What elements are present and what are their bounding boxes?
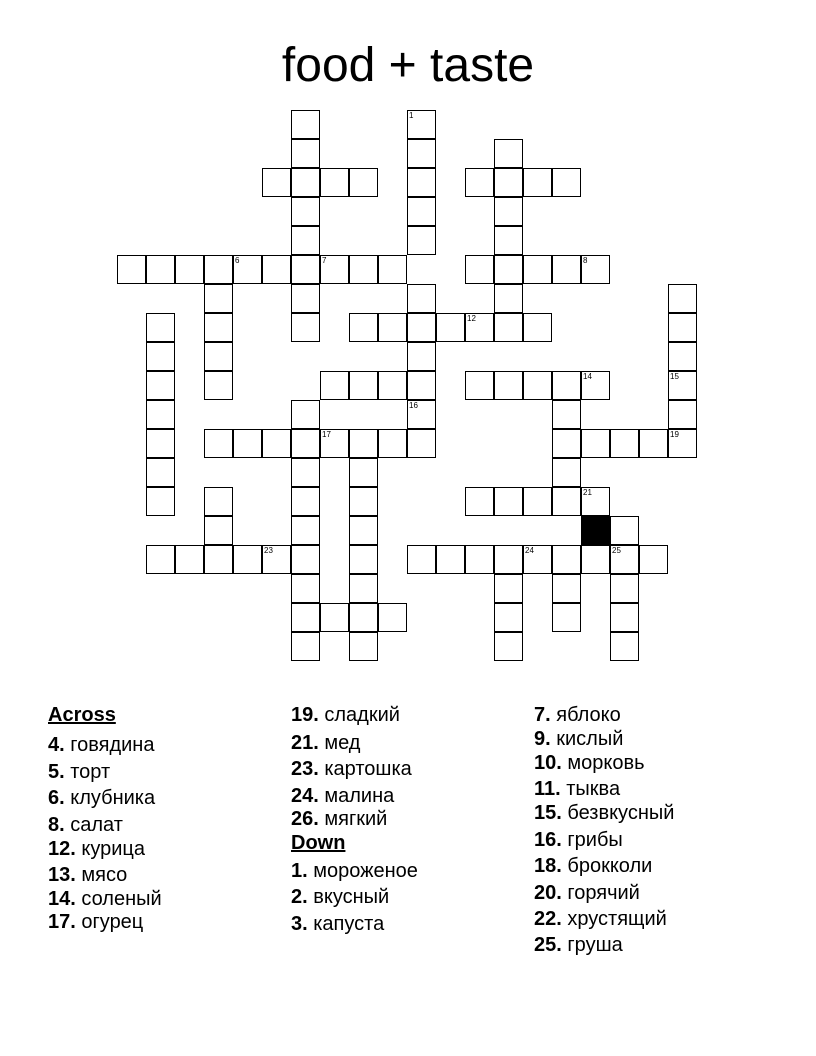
- grid-cell[interactable]: [233, 429, 262, 458]
- grid-cell[interactable]: [291, 197, 320, 226]
- grid-cell[interactable]: [610, 545, 639, 574]
- grid-cell[interactable]: [291, 313, 320, 342]
- clue-number: 14: [583, 372, 592, 381]
- grid-cell[interactable]: [262, 429, 291, 458]
- grid-cell[interactable]: [146, 400, 175, 429]
- grid-cell[interactable]: [552, 429, 581, 458]
- grid-cell[interactable]: [204, 342, 233, 371]
- clue-item: [534, 881, 640, 905]
- grid-cell[interactable]: [146, 342, 175, 371]
- grid-cell[interactable]: [407, 110, 436, 139]
- grid-cell[interactable]: [465, 168, 494, 197]
- grid-cell[interactable]: [291, 458, 320, 487]
- grid-cell[interactable]: [407, 168, 436, 197]
- grid-cell[interactable]: [291, 255, 320, 284]
- grid-cell[interactable]: [233, 545, 262, 574]
- grid-cell[interactable]: [436, 545, 465, 574]
- grid-cell[interactable]: [668, 284, 697, 313]
- clue-item: [48, 863, 127, 887]
- clue-item: [291, 912, 384, 936]
- clue-item: [48, 837, 145, 861]
- clue-number: 8: [583, 256, 588, 265]
- grid-cell[interactable]: [407, 429, 436, 458]
- grid-cell[interactable]: [407, 342, 436, 371]
- grid-cell[interactable]: [349, 255, 378, 284]
- grid-cell[interactable]: [204, 487, 233, 516]
- grid-cell[interactable]: [494, 603, 523, 632]
- clue-item-number: 24.: [291, 785, 319, 807]
- grid-cell[interactable]: [204, 313, 233, 342]
- grid-cell[interactable]: [320, 371, 349, 400]
- grid-cell[interactable]: [407, 400, 436, 429]
- grid-cell[interactable]: [581, 487, 610, 516]
- clue-number: 23: [264, 546, 273, 555]
- grid-cell[interactable]: [523, 168, 552, 197]
- clue-item-text: груша: [561, 934, 623, 956]
- grid-cell[interactable]: [378, 313, 407, 342]
- grid-cell[interactable]: [465, 255, 494, 284]
- clue-item-text: мед: [318, 732, 361, 754]
- grid-cell[interactable]: [349, 603, 378, 632]
- clue-item-text: огурец: [75, 911, 144, 933]
- grid-cell[interactable]: [436, 313, 465, 342]
- clue-item: [291, 731, 360, 755]
- clue-item-text: клубника: [64, 787, 156, 809]
- clue-item-number: 13.: [48, 864, 76, 886]
- clue-item: [534, 703, 621, 727]
- clue-item-text: мороженое: [307, 860, 418, 882]
- clue-item-text: хрустящий: [561, 908, 667, 930]
- grid-cell[interactable]: [146, 371, 175, 400]
- grid-cell[interactable]: [523, 371, 552, 400]
- clue-number: 25: [612, 546, 621, 555]
- grid-cell[interactable]: [552, 255, 581, 284]
- grid-cell[interactable]: [320, 255, 349, 284]
- grid-cell[interactable]: [407, 313, 436, 342]
- grid-cell[interactable]: [610, 516, 639, 545]
- grid-cell[interactable]: [407, 371, 436, 400]
- clue-item-text: говядина: [64, 734, 155, 756]
- grid-cell[interactable]: [465, 545, 494, 574]
- grid-cell[interactable]: [552, 545, 581, 574]
- grid-cell[interactable]: [117, 255, 146, 284]
- grid-cell[interactable]: [494, 487, 523, 516]
- clue-item-number: 12.: [48, 838, 76, 860]
- clue-item: [534, 727, 623, 751]
- clue-number: 12: [467, 314, 476, 323]
- clue-item-number: 23.: [291, 758, 319, 780]
- clue-item: [291, 885, 389, 909]
- grid-cell[interactable]: [291, 284, 320, 313]
- grid-cell[interactable]: [204, 255, 233, 284]
- grid-cell[interactable]: [291, 400, 320, 429]
- grid-cell[interactable]: [291, 545, 320, 574]
- clue-item-number: 3.: [291, 913, 308, 935]
- grid-cell[interactable]: [291, 487, 320, 516]
- clue-item-number: 11.: [534, 778, 561, 800]
- clue-item: [291, 784, 394, 808]
- clue-item-number: 6.: [48, 787, 65, 809]
- grid-cell[interactable]: [523, 545, 552, 574]
- clue-item: [291, 807, 387, 831]
- grid-cell[interactable]: [349, 545, 378, 574]
- grid-cell[interactable]: [378, 603, 407, 632]
- clue-item: [48, 887, 162, 911]
- grid-cell[interactable]: [523, 313, 552, 342]
- clue-item: [291, 757, 412, 781]
- clue-item: [48, 786, 155, 810]
- grid-cell[interactable]: [349, 458, 378, 487]
- grid-cell[interactable]: [146, 313, 175, 342]
- grid-cell[interactable]: [494, 632, 523, 661]
- grid-cell[interactable]: [146, 255, 175, 284]
- clue-item-text: морковь: [561, 752, 645, 774]
- grid-cell[interactable]: [349, 516, 378, 545]
- clue-item-text: мясо: [75, 864, 128, 886]
- clue-item-number: 4.: [48, 734, 65, 756]
- clue-item: [48, 733, 154, 757]
- grid-cell[interactable]: [465, 487, 494, 516]
- grid-cell[interactable]: [552, 487, 581, 516]
- clue-item-number: 2.: [291, 886, 308, 908]
- clue-item-number: 14.: [48, 888, 76, 910]
- grid-cell[interactable]: [291, 168, 320, 197]
- clue-item-text: мягкий: [318, 808, 388, 830]
- grid-cell[interactable]: [204, 429, 233, 458]
- clue-number: 17: [322, 430, 331, 439]
- clue-item: [534, 933, 623, 957]
- grid-cell[interactable]: [494, 313, 523, 342]
- clue-item-text: яблоко: [550, 704, 621, 726]
- grid-cell[interactable]: [494, 168, 523, 197]
- down-heading: Down: [291, 832, 346, 854]
- clue-item-text: горячий: [561, 882, 640, 904]
- grid-cell[interactable]: [581, 545, 610, 574]
- grid-cell[interactable]: [378, 371, 407, 400]
- clue-item: [48, 910, 143, 934]
- grid-cell[interactable]: [610, 429, 639, 458]
- grid-cell[interactable]: [668, 342, 697, 371]
- grid-cell[interactable]: [378, 255, 407, 284]
- clue-item-text: сладкий: [318, 704, 400, 726]
- grid-cell[interactable]: [523, 487, 552, 516]
- grid-cell[interactable]: [146, 487, 175, 516]
- grid-cell[interactable]: [291, 429, 320, 458]
- clue-item-text: брокколи: [561, 855, 653, 877]
- grid-cell[interactable]: [262, 255, 291, 284]
- grid-cell[interactable]: [349, 429, 378, 458]
- grid-cell[interactable]: [552, 168, 581, 197]
- clue-item: [534, 751, 645, 775]
- grid-cell[interactable]: [581, 371, 610, 400]
- clue-item-text: безвкусный: [561, 802, 675, 824]
- clue-number: 21: [583, 488, 592, 497]
- grid-cell[interactable]: [494, 197, 523, 226]
- grid-cell[interactable]: [494, 284, 523, 313]
- grid-cell[interactable]: [581, 255, 610, 284]
- grid-cell[interactable]: [320, 429, 349, 458]
- grid-cell[interactable]: [668, 313, 697, 342]
- clue-number: 15: [670, 372, 679, 381]
- grid-cell[interactable]: [291, 110, 320, 139]
- clue-item-number: 7.: [534, 704, 551, 726]
- across-heading: Across: [48, 704, 116, 726]
- page-title: food + taste: [281, 39, 535, 92]
- grid-cell[interactable]: [610, 574, 639, 603]
- grid-cell[interactable]: [552, 458, 581, 487]
- grid-cell[interactable]: [204, 545, 233, 574]
- clue-item-number: 21.: [291, 732, 319, 754]
- grid-cell[interactable]: [465, 371, 494, 400]
- grid-cell[interactable]: [146, 458, 175, 487]
- clue-item: [291, 703, 400, 727]
- clue-item-number: 22.: [534, 908, 562, 930]
- clue-item-number: 15.: [534, 802, 562, 824]
- grid-cell[interactable]: [494, 371, 523, 400]
- grid-cell[interactable]: [407, 226, 436, 255]
- grid-cell[interactable]: [668, 400, 697, 429]
- clue-item-text: торт: [64, 761, 111, 783]
- grid-cell[interactable]: [610, 632, 639, 661]
- grid-cell[interactable]: [494, 545, 523, 574]
- grid-cell[interactable]: [552, 574, 581, 603]
- grid-cell[interactable]: [407, 197, 436, 226]
- clue-item-number: 26.: [291, 808, 319, 830]
- clue-item-text: соленый: [75, 888, 162, 910]
- grid-cell[interactable]: [552, 371, 581, 400]
- clue-item-number: 8.: [48, 814, 65, 836]
- clue-item-text: грибы: [561, 829, 623, 851]
- clue-item-number: 16.: [534, 829, 562, 851]
- clue-number: 7: [322, 256, 327, 265]
- grid-cell[interactable]: [407, 139, 436, 168]
- clue-item-text: малина: [318, 785, 395, 807]
- clue-item-text: курица: [75, 838, 145, 860]
- grid-cell[interactable]: [465, 313, 494, 342]
- clue-item-text: капуста: [307, 913, 385, 935]
- clue-item: [534, 828, 623, 852]
- grid-cell[interactable]: [262, 545, 291, 574]
- grid-cell[interactable]: [349, 371, 378, 400]
- clue-item-number: 17.: [48, 911, 76, 933]
- clue-item-text: салат: [64, 814, 123, 836]
- clue-item-number: 25.: [534, 934, 562, 956]
- clue-item-text: вкусный: [307, 886, 390, 908]
- grid-cell[interactable]: [407, 284, 436, 313]
- grid-cell[interactable]: [175, 255, 204, 284]
- grid-cell[interactable]: [320, 603, 349, 632]
- clue-item-number: 20.: [534, 882, 562, 904]
- clue-item: [291, 859, 418, 883]
- clue-item-number: 5.: [48, 761, 65, 783]
- grid-cell[interactable]: [291, 603, 320, 632]
- grid-cell[interactable]: [291, 516, 320, 545]
- grid-cell[interactable]: [146, 429, 175, 458]
- grid-cell[interactable]: [552, 603, 581, 632]
- grid-cell[interactable]: [349, 313, 378, 342]
- grid-cell[interactable]: [291, 139, 320, 168]
- clue-number: 6: [235, 256, 240, 265]
- grid-cell[interactable]: [407, 545, 436, 574]
- grid-cell[interactable]: [349, 574, 378, 603]
- clue-item: [534, 854, 652, 878]
- clue-number: 24: [525, 546, 534, 555]
- clue-item: [48, 760, 110, 784]
- grid-cell[interactable]: [639, 545, 668, 574]
- grid-cell[interactable]: [204, 284, 233, 313]
- grid-cell[interactable]: [291, 632, 320, 661]
- clue-item-text: кислый: [550, 728, 624, 750]
- grid-cell[interactable]: [610, 603, 639, 632]
- clue-item-text: картошка: [318, 758, 412, 780]
- clue-item-text: тыква: [560, 778, 621, 800]
- grid-cell[interactable]: [494, 255, 523, 284]
- grid-cell[interactable]: [523, 255, 552, 284]
- grid-cell[interactable]: [552, 400, 581, 429]
- grid-cell[interactable]: [349, 487, 378, 516]
- clue-number: 19: [670, 430, 679, 439]
- grid-cell[interactable]: [291, 574, 320, 603]
- clue-item: [534, 801, 674, 825]
- clue-item: [534, 777, 620, 801]
- grid-cell[interactable]: [204, 371, 233, 400]
- clue-item-number: 10.: [534, 752, 562, 774]
- grid-cell[interactable]: [262, 168, 291, 197]
- grid-cell[interactable]: [494, 139, 523, 168]
- grid-cell[interactable]: [349, 632, 378, 661]
- grid-cell[interactable]: [146, 545, 175, 574]
- grid-cell[interactable]: [204, 516, 233, 545]
- black-cell: [581, 516, 610, 545]
- grid-cell[interactable]: [291, 226, 320, 255]
- grid-cell[interactable]: [378, 429, 407, 458]
- grid-cell[interactable]: [668, 371, 697, 400]
- grid-cell[interactable]: [349, 168, 378, 197]
- clue-number: 1: [409, 111, 414, 120]
- clue-item: [534, 907, 667, 931]
- clue-item-number: 9.: [534, 728, 551, 750]
- clue-number: 16: [409, 401, 418, 410]
- grid-cell[interactable]: [581, 429, 610, 458]
- clue-item: [48, 813, 123, 837]
- grid-cell[interactable]: [233, 255, 262, 284]
- clue-item-number: 19.: [291, 704, 319, 726]
- clue-item-number: 1.: [291, 860, 308, 882]
- grid-cell[interactable]: [175, 545, 204, 574]
- grid-cell[interactable]: [320, 168, 349, 197]
- grid-cell[interactable]: [494, 226, 523, 255]
- grid-cell[interactable]: [494, 574, 523, 603]
- grid-cell[interactable]: [639, 429, 668, 458]
- clue-item-number: 18.: [534, 855, 562, 877]
- grid-cell[interactable]: [668, 429, 697, 458]
